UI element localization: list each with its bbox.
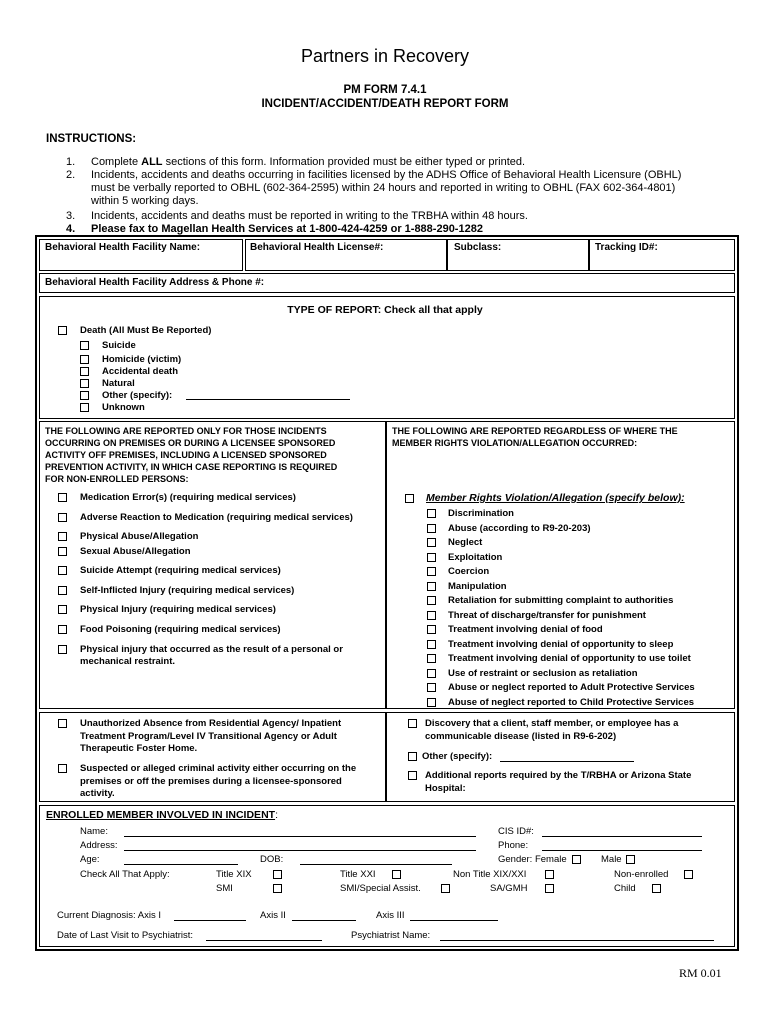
left-item-checkbox[interactable] <box>58 532 67 541</box>
child-checkbox[interactable] <box>652 884 661 893</box>
axis2-label: Axis II <box>260 910 286 921</box>
sa-gmh-label: SA/GMH <box>490 883 528 894</box>
right-item-label: Discrimination <box>448 508 514 519</box>
instruction-4: Please fax to Magellan Health Services at 1-800-424-4259 or 1-888-290-1282 <box>91 223 483 235</box>
death-subtype-checkbox[interactable] <box>80 367 89 376</box>
right-item-label: Exploitation <box>448 551 503 563</box>
death-subtype-label: Accidental death <box>102 366 179 377</box>
right-item-checkbox[interactable] <box>427 669 436 678</box>
right-item-label: Retaliation for submitting complaint to authorities <box>448 595 674 606</box>
facility-address-label: Behavioral Health Facility Address & Phone #: <box>45 277 265 288</box>
instruction-number: 2. <box>66 169 76 181</box>
right-item-label: Threat of discharge/transfer for punishment <box>448 609 646 621</box>
dob-field[interactable] <box>300 864 452 865</box>
death-subtype-checkbox[interactable] <box>80 341 89 350</box>
phone-field[interactable] <box>542 850 702 851</box>
form-number: PM FORM 7.4.1 <box>343 84 427 96</box>
right-item-checkbox[interactable] <box>427 524 436 533</box>
left-item-label: Suicide Attempt (requiring medical services) <box>80 565 281 576</box>
right-heading-line: MEMBER RIGHTS VIOLATION/ALLEGATION OCCURRED: <box>392 438 638 448</box>
left-item-checkbox[interactable] <box>58 645 67 654</box>
death-subtype-label: Natural <box>102 378 135 389</box>
criminal-activity-checkbox[interactable] <box>58 764 67 773</box>
sa-gmh-checkbox[interactable] <box>545 884 554 893</box>
left-item-checkbox[interactable] <box>58 605 67 614</box>
title-xxi-checkbox[interactable] <box>392 870 401 879</box>
member-rights-checkbox[interactable] <box>405 494 414 503</box>
right-item-label: Abuse or neglect reported to Adult Protective Services <box>448 682 695 693</box>
form-title: INCIDENT/ACCIDENT/DEATH REPORT FORM <box>261 98 509 110</box>
right-item-checkbox[interactable] <box>427 538 436 547</box>
right-item-label: Neglect <box>448 537 483 548</box>
axis3-label: Axis III <box>376 910 405 921</box>
left-item-checkbox[interactable] <box>58 513 67 522</box>
address-field[interactable] <box>124 850 476 851</box>
left-item-label: Physical Injury (requiring medical services) <box>80 604 276 615</box>
right-item-checkbox[interactable] <box>427 625 436 634</box>
right-item-checkbox[interactable] <box>427 567 436 576</box>
instruction-number: 4. <box>66 223 76 235</box>
left-item-checkbox[interactable] <box>58 493 67 502</box>
right-item-label: Treatment involving denial of opportunity to use toilet <box>448 653 691 664</box>
label-line: Unauthorized Absence from Residential Agency/ Inpatient <box>80 718 342 729</box>
non-enrolled-label: Non-enrolled <box>614 869 669 880</box>
death-subtype-label: Other (specify): <box>102 390 173 401</box>
title-xix-label: Title XIX <box>216 869 252 880</box>
right-item-label: Manipulation <box>448 580 507 592</box>
right-item-label: Abuse (according to R9-20-203) <box>448 522 591 534</box>
additional-reports-checkbox[interactable] <box>408 771 417 780</box>
cis-id-field[interactable] <box>542 836 702 837</box>
male-label: Male <box>601 854 622 865</box>
communicable-disease-checkbox[interactable] <box>408 719 417 728</box>
death-label: Death (All Must Be Reported) <box>80 325 212 336</box>
right-item-checkbox[interactable] <box>427 654 436 663</box>
left-item-label: Self-Inflicted Injury (requiring medical services) <box>80 585 295 596</box>
label-line: Discovery that a client, staff member, or employee has a <box>425 718 679 729</box>
right-item-label: Coercion <box>448 566 490 577</box>
dob-label: DOB: <box>260 854 284 865</box>
left-item-label: Physical Abuse/Allegation <box>80 531 199 542</box>
smi-checkbox[interactable] <box>273 884 282 893</box>
label-line: Suspected or alleged criminal activity either occurring on the <box>80 763 357 774</box>
form-code: RM 0.01 <box>679 966 722 980</box>
left-item-checkbox[interactable] <box>58 566 67 575</box>
org-title: Partners in Recovery <box>300 46 470 66</box>
non-title-checkbox[interactable] <box>545 870 554 879</box>
age-field[interactable] <box>124 864 238 865</box>
left-heading-line: ACTIVITY OFF PREMISES, INCLUDING A LICENSED SPONSORED <box>45 450 327 460</box>
death-subtype-checkbox[interactable] <box>80 403 89 412</box>
axis3-field[interactable] <box>410 920 498 921</box>
diagnosis-axis1-label: Current Diagnosis: Axis I <box>57 910 162 921</box>
psychiatrist-label: Psychiatrist Name: <box>351 930 431 941</box>
subclass-label: Subclass: <box>454 242 502 253</box>
left-item-checkbox[interactable] <box>58 547 67 556</box>
other-specify-checkbox[interactable] <box>408 752 417 761</box>
axis2-field[interactable] <box>292 920 356 921</box>
facility-license-label: Behavioral Health License#: <box>250 242 384 253</box>
right-item-checkbox[interactable] <box>427 611 436 620</box>
name-field[interactable] <box>124 836 476 837</box>
instruction-1: Complete ALL sections of this form. Information provided must be either typed or printed. <box>91 156 526 168</box>
death-subtype-label: Suicide <box>102 340 136 351</box>
label-line: Therapeutic Foster Home. <box>80 743 198 754</box>
left-item-label: Food Poisoning (requiring medical services) <box>80 624 281 635</box>
child-label: Child <box>614 883 636 894</box>
unauthorized-absence-checkbox[interactable] <box>58 719 67 728</box>
death-other-line[interactable] <box>186 399 350 400</box>
title-xxi-label: Title XXI <box>340 869 376 880</box>
death-subtype-checkbox[interactable] <box>80 391 89 400</box>
right-item-checkbox[interactable] <box>427 596 436 605</box>
address-label: Address: <box>80 840 118 851</box>
right-item-checkbox[interactable] <box>427 640 436 649</box>
instruction-number: 3. <box>66 210 76 222</box>
title-xix-checkbox[interactable] <box>273 870 282 879</box>
name-label: Name: <box>80 826 108 837</box>
death-subtype-label: Unknown <box>102 402 145 413</box>
tracking-id-label: Tracking ID#: <box>595 242 658 253</box>
last-visit-field[interactable] <box>206 940 322 941</box>
instruction-number: 1. <box>66 156 76 168</box>
death-subtype-checkbox[interactable] <box>80 355 89 364</box>
right-item-checkbox[interactable] <box>427 509 436 518</box>
facility-name-label: Behavioral Health Facility Name: <box>45 242 201 253</box>
other-specify-line[interactable] <box>500 761 634 762</box>
right-item-checkbox[interactable] <box>427 553 436 562</box>
left-item-label: mechanical restraint. <box>80 656 176 667</box>
right-incident-section <box>386 421 735 709</box>
right-heading-line: THE FOLLOWING ARE REPORTED REGARDLESS OF WHERE THE <box>392 426 678 436</box>
smi-special-label: SMI/Special Assist. <box>340 883 421 894</box>
label-line: premises or off the premises during a licensee-sponsored <box>80 775 342 787</box>
label-line: activity. <box>80 788 115 799</box>
gender-female-label: Gender: Female <box>498 854 567 865</box>
left-item-label: Physical injury that occurred as the result of a personal or <box>80 644 343 655</box>
instructions-heading: INSTRUCTIONS: <box>46 133 137 145</box>
death-subtype-checkbox[interactable] <box>80 379 89 388</box>
last-visit-label: Date of Last Visit to Psychiatrist: <box>57 930 194 941</box>
smi-label: SMI <box>216 883 233 894</box>
smi-special-checkbox[interactable] <box>441 884 450 893</box>
right-item-label: Treatment involving denial of opportunity to sleep <box>448 638 674 650</box>
male-checkbox[interactable] <box>626 855 635 864</box>
non-title-label: Non Title XIX/XXI <box>453 869 527 880</box>
left-heading-line: THE FOLLOWING ARE REPORTED ONLY FOR THOSE INCIDENTS <box>45 426 327 436</box>
axis1-field[interactable] <box>174 920 246 921</box>
label-line: Treatment Program/Level IV Transitional Agency or Adult <box>80 730 337 742</box>
other-specify-label: Other (specify): <box>422 751 493 762</box>
label-line: Additional reports required by the T/RBHA or Arizona State <box>425 770 692 781</box>
instruction-3: Incidents, accidents and deaths must be reported in writing to the TRBHA within 48 hours. <box>91 210 528 222</box>
age-label: Age: <box>80 854 100 865</box>
left-item-checkbox[interactable] <box>58 625 67 634</box>
left-item-checkbox[interactable] <box>58 586 67 595</box>
right-item-checkbox[interactable] <box>427 582 436 591</box>
right-item-label: Treatment involving denial of food <box>448 624 603 635</box>
death-subtype-label: Homicide (victim) <box>102 354 182 365</box>
death-checkbox[interactable] <box>58 326 67 335</box>
left-item-label: Sexual Abuse/Allegation <box>80 546 191 557</box>
psychiatrist-field[interactable] <box>440 940 714 941</box>
label-line: communicable disease (listed in R9-6-202) <box>425 730 617 742</box>
left-item-label: Medication Error(s) (requiring medical services) <box>80 492 296 503</box>
left-heading-line: PREVENTION ACTIVITY, IN WHICH CASE REPORTING IS REQUIRED <box>45 462 338 472</box>
instruction-2: Incidents, accidents and deaths occurring in facilities licensed by the ADHS Office of Behavioral Health Licensure (OBHL) must be verbally reported to OBHL (602-364-2595) within 24 hours and reported in writing to OBHL (FAX 602-364-4801) within 5 working days. <box>91 169 682 207</box>
right-item-label: Use of restraint or seclusion as retaliation <box>448 667 638 679</box>
type-of-report-heading: TYPE OF REPORT: Check all that apply <box>287 304 483 316</box>
member-heading: ENROLLED MEMBER INVOLVED IN INCIDENT: <box>46 809 278 821</box>
female-checkbox[interactable] <box>572 855 581 864</box>
left-item-label: Adverse Reaction to Medication (requiring medical services) <box>80 512 353 523</box>
label-line: Hospital: <box>425 782 466 794</box>
cis-id-label: CIS ID#: <box>498 826 534 837</box>
left-heading-line: FOR NON-ENROLLED PERSONS: <box>45 474 189 484</box>
non-enrolled-checkbox[interactable] <box>684 870 693 879</box>
member-rights-label: Member Rights Violation/Allegation (specify below): <box>426 492 685 504</box>
check-all-label: Check All That Apply: <box>80 869 170 880</box>
left-heading-line: OCCURRING ON PREMISES OR DURING A LICENSEE SPONSORED <box>45 438 336 448</box>
right-item-checkbox[interactable] <box>427 698 436 707</box>
phone-label: Phone: <box>498 840 529 851</box>
right-item-label: Abuse of neglect reported to Child Protective Services <box>448 696 695 708</box>
right-item-checkbox[interactable] <box>427 683 436 692</box>
